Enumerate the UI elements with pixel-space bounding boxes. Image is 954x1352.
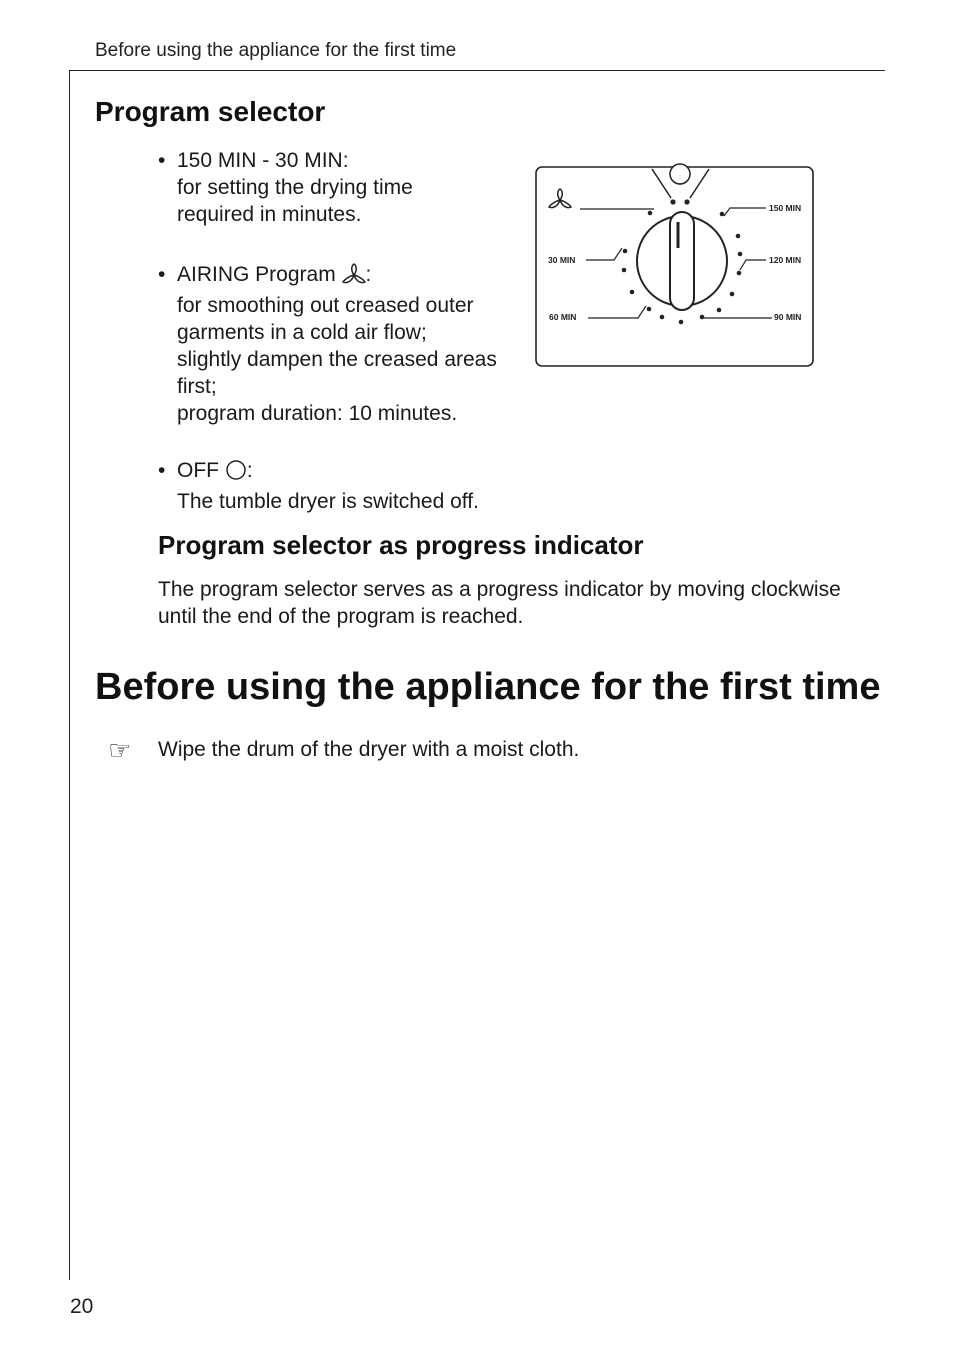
dial-fan-icon <box>549 189 571 208</box>
bullet-airing-line: slightly dampen the creased areas <box>177 348 497 371</box>
bullet-airing-line: for smoothing out creased outer <box>177 294 474 317</box>
dial-label-30-min: 30 MIN <box>548 255 576 265</box>
subsection-text: The program selector serves as a progress indicator by moving clockwise until the end of the program is reached. <box>158 578 841 628</box>
bullet-time-line: required in minutes. <box>177 203 362 226</box>
bullet-airing-line: program duration: 10 minutes. <box>177 402 458 425</box>
main-title: Before using the appliance for the first time <box>95 666 881 708</box>
dial-label-150-min: 150 MIN <box>769 203 802 213</box>
bullet-off-suffix: : <box>246 459 253 482</box>
bullet-airing-line: first; <box>177 375 217 398</box>
off-position-marker <box>670 164 690 184</box>
program-selector-illustration <box>534 160 816 375</box>
dial-label-120-min: 120 MIN <box>769 255 802 265</box>
bullet-off: • OFF : The tumble dryer is switched off. <box>158 459 479 513</box>
running-header: Before using the appliance for the first time <box>95 40 457 61</box>
bullet-airing: • AIRING Program : for smoothing out creased outer garments in a cold air flow; slightly dampen the creased areas first; program duration: 10 minutes. <box>158 263 497 425</box>
page-number: 20 <box>70 1295 94 1318</box>
dial-label-90-min: 90 MIN <box>774 312 802 322</box>
bullet-time-lead: 150 MIN - 30 MIN: <box>177 149 349 172</box>
header-rule <box>70 70 885 71</box>
dial-label-60-min: 60 MIN <box>549 312 577 322</box>
pointing-hand-icon: ☞ <box>108 735 132 765</box>
bullet-airing-lead: AIRING Program <box>177 263 336 286</box>
off-circle-icon <box>225 459 247 488</box>
bullet-time: • 150 MIN - 30 MIN: for setting the drying time required in minutes. <box>158 149 413 226</box>
bullet-airing-line: garments in a cold air flow; <box>177 321 427 344</box>
bullet-time-line: for setting the drying time <box>177 176 413 199</box>
subsection-title: Program selector as progress indicator <box>158 530 644 560</box>
section-title: Program selector <box>95 96 326 127</box>
bullet-airing-suffix: : <box>365 263 372 286</box>
bullet-off-lead: OFF <box>177 459 219 482</box>
bullet-off-line: The tumble dryer is switched off. <box>177 490 479 513</box>
selector-knob-grip <box>670 212 694 310</box>
fan-icon <box>342 263 366 292</box>
hint-text: Wipe the drum of the dryer with a moist cloth. <box>158 738 580 761</box>
margin-rule <box>69 70 70 1280</box>
